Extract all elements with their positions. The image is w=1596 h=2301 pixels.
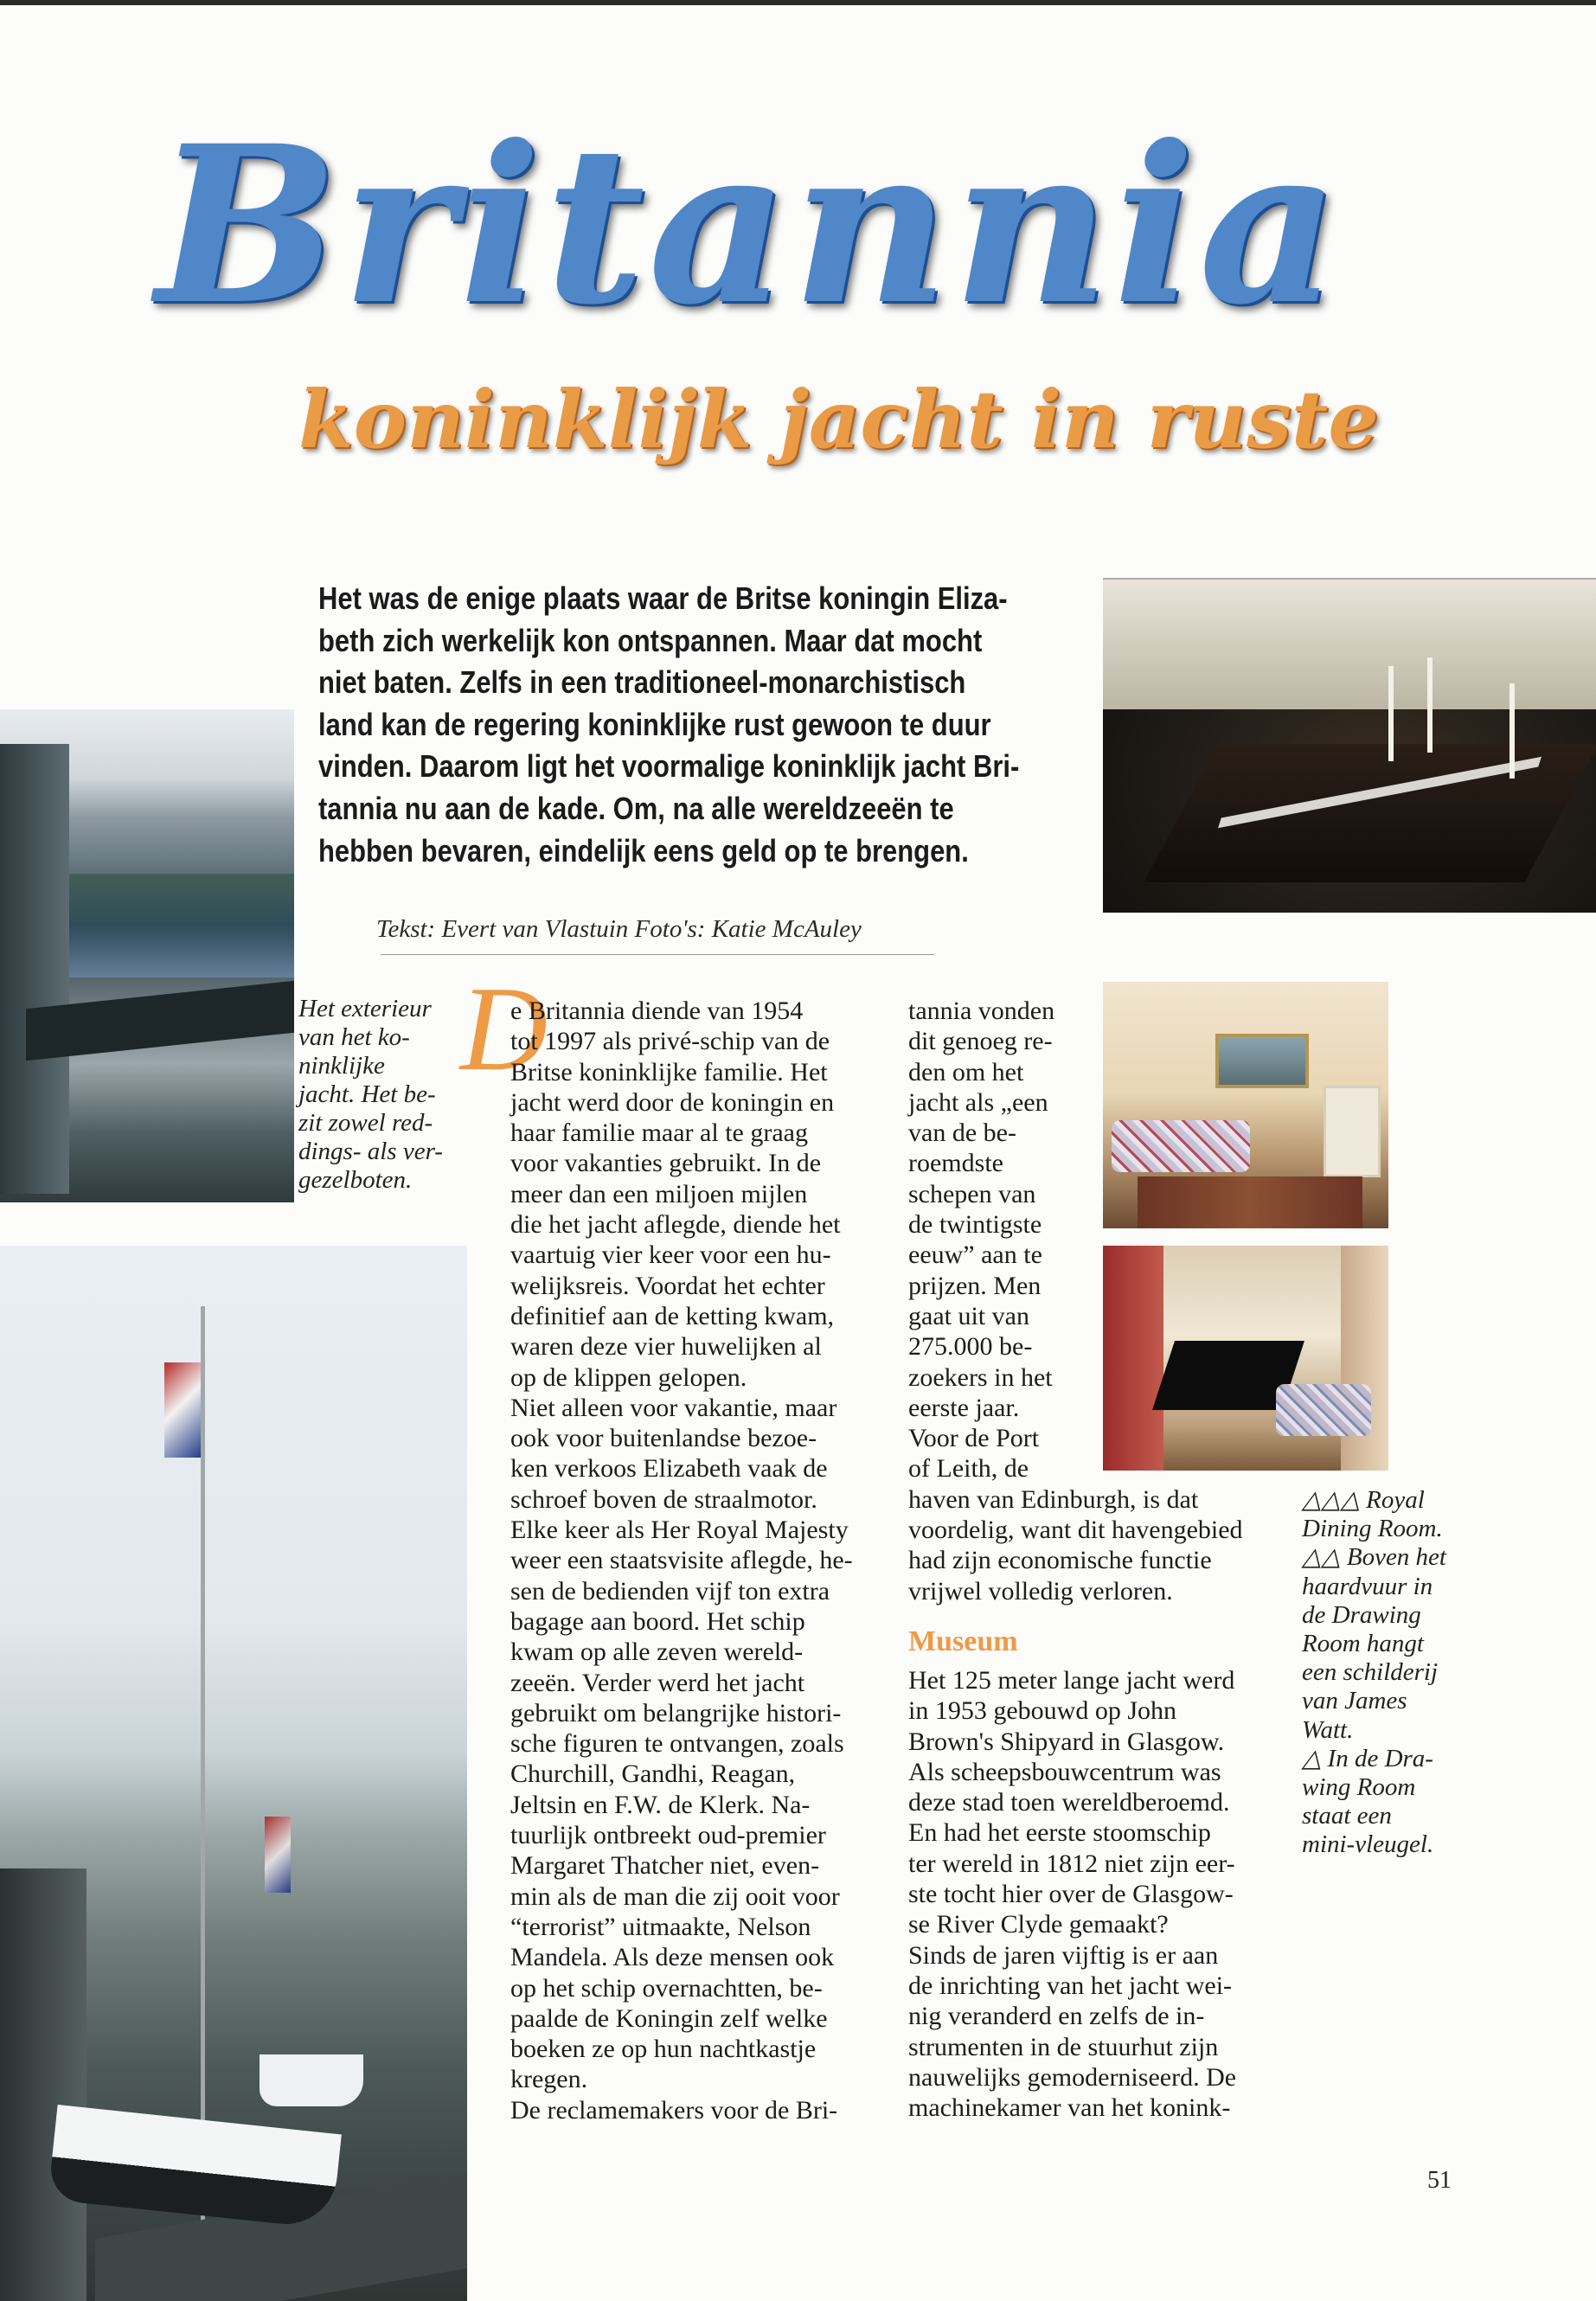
body-line: zeeën. Verder werd het jacht	[510, 1668, 805, 1697]
body-line: vrijwel volledig verloren.	[908, 1576, 1173, 1606]
body-line: strumenten in de stuurhut zijn	[908, 2032, 1219, 2061]
intro-line: niet baten. Zelfs in een traditioneel-monarchistisch	[318, 664, 966, 701]
caption-line: de Drawing	[1302, 1600, 1421, 1629]
caption-line: Het exterieur	[298, 995, 432, 1022]
body-line: kregen.	[510, 2065, 588, 2094]
body-line: definitief aan de ketting kwam,	[510, 1301, 835, 1330]
body-line: jacht werd door de koningin en	[510, 1087, 835, 1117]
body-line: Sinds de jaren vijftig is er aan	[908, 1940, 1219, 1970]
intro-line: hebben bevaren, eindelijk eens geld op te brengen.	[318, 832, 969, 868]
body-line: Voor de Port	[908, 1424, 1040, 1453]
body-line: welijksreis. Voordat het echter	[510, 1271, 825, 1300]
body-line: meer dan een miljoen mijlen	[510, 1179, 808, 1208]
body-line: ste tocht hier over de Glasgow-	[908, 1880, 1234, 1909]
top-rule	[0, 0, 1596, 5]
body-line: op de klippen gelopen.	[510, 1362, 747, 1392]
body-line: eerste jaar.	[908, 1393, 1020, 1422]
caption-line: van het ko-	[298, 1023, 410, 1051]
body-line: Niet alleen voor vakantie, maar	[510, 1393, 837, 1422]
page-subtitle: koninklijk jacht in ruste	[298, 373, 1379, 466]
body-line: min als de man die zij ooit voor	[510, 1881, 840, 1911]
caption-line: van James	[1302, 1687, 1407, 1715]
body-line: prijzen. Men	[908, 1271, 1042, 1300]
body-line: of Leith, de	[908, 1454, 1029, 1484]
body-line: tannia vonden	[908, 997, 1055, 1025]
drop-cap: D	[460, 962, 548, 1096]
body-line: eeuw” aan te	[908, 1240, 1042, 1270]
body-line: voordelig, want dit havengebied	[908, 1516, 1243, 1545]
caption-line: Room hangt	[1302, 1630, 1424, 1658]
caption-line: haardvuur in	[1302, 1572, 1433, 1600]
caption-line: mini-vleugel.	[1302, 1830, 1434, 1859]
caption-line: een schilderij	[1302, 1658, 1439, 1687]
photo-royal-dining-room	[1103, 578, 1596, 913]
caption-line: △△△ Royal	[1302, 1486, 1425, 1514]
body-line: Het 125 meter lange jacht werd	[908, 1666, 1235, 1695]
body-line: had zijn economische functie	[908, 1546, 1212, 1575]
caption-line: jacht. Het be-	[298, 1080, 436, 1108]
caption-line: staat een	[1302, 1802, 1392, 1830]
photo-drawing-room-piano	[1103, 1246, 1388, 1471]
body-line: nauwelijks gemoderniseerd. De	[908, 2062, 1237, 2092]
body-line: Als scheepsbouwcentrum was	[908, 1757, 1221, 1786]
body-line: roemdste	[908, 1149, 1003, 1178]
body-line: Margaret Thatcher niet, even-	[510, 1851, 820, 1881]
intro-paragraph	[318, 578, 1062, 872]
caption-exterior	[298, 995, 471, 1195]
body-line: gebruikt om belangrijke histori-	[510, 1698, 842, 1727]
body-line: haven van Edinburgh, is dat	[908, 1484, 1199, 1514]
body-line: Brown's Shipyard in Glasgow.	[908, 1727, 1225, 1756]
caption-line: ninklijke	[298, 1052, 385, 1080]
body-line: jacht als „een	[908, 1087, 1048, 1117]
body-line: die het jacht aflegde, diende het	[510, 1210, 841, 1240]
body-line: op het schip overnachtten, be-	[510, 1973, 823, 2003]
body-line: waren deze vier huwelijken al	[510, 1332, 822, 1362]
body-line: e Britannia diende van 1954	[510, 997, 804, 1025]
intro-line: Het was de enige plaats waar de Britse koningin Eliza-	[318, 580, 1008, 616]
caption-line: zit zowel red-	[298, 1109, 433, 1137]
body-line: 275.000 be-	[908, 1332, 1033, 1362]
body-line: den om het	[908, 1057, 1024, 1086]
caption-line: wing Room	[1302, 1773, 1416, 1802]
intro-line: tannia nu aan de kade. Om, na alle wereldzeeën te	[318, 790, 954, 826]
body-line: deze stad toen wereldberoemd.	[908, 1788, 1230, 1817]
body-line: Churchill, Gandhi, Reagan,	[510, 1759, 796, 1789]
body-line: bagage aan boord. Het schip	[510, 1606, 805, 1636]
author-credit: Tekst: Evert van Vlastuin Foto's: Katie McAuley	[376, 915, 862, 943]
body-line: gaat uit van	[908, 1301, 1029, 1330]
body-line: schroef boven de straalmotor.	[510, 1484, 817, 1514]
body-line: ook voor buitenlandse bezoe-	[510, 1424, 817, 1453]
body-line: sche figuren te ontvangen, zoals	[510, 1729, 844, 1759]
body-column-1	[510, 996, 882, 2125]
body-line: paalde de Koningin zelf welke	[510, 2003, 828, 2033]
credit-rule	[381, 954, 934, 955]
body-line: voor vakanties gebruikt. In de	[510, 1149, 822, 1178]
body-line: Elke keer als Her Royal Majesty	[510, 1516, 849, 1545]
body-line: tot 1997 als privé-schip van de	[510, 1027, 830, 1056]
photo-drawing-room	[1103, 982, 1388, 1228]
body-line: En had het eerste stoomschip	[908, 1818, 1211, 1848]
body-line: van de be-	[908, 1118, 1016, 1148]
body-line: schepen van	[908, 1179, 1036, 1208]
body-line: kwam op alle zeven wereld-	[510, 1638, 804, 1667]
intro-line: vinden. Daarom ligt het voormalige koninklijk jacht Bri-	[318, 748, 1020, 785]
body-line: dit genoeg re-	[908, 1027, 1053, 1056]
caption-line: gezelboten.	[298, 1166, 413, 1194]
caption-line: Dining Room.	[1302, 1515, 1443, 1543]
body-line: ken verkoos Elizabeth vaak de	[510, 1454, 828, 1484]
page-number: 51	[1427, 2167, 1452, 2194]
body-line: Jeltsin en F.W. de Klerk. Na-	[510, 1790, 811, 1819]
body-column-2-bottom	[908, 1665, 1272, 2123]
body-line: se River Clyde gemaakt?	[908, 1910, 1169, 1939]
body-line: de inrichting van het jacht wei-	[908, 1971, 1233, 2000]
body-line: haar familie maar al te graag	[510, 1118, 808, 1148]
photo-exterior-upper	[0, 709, 294, 1202]
body-line: sen de bedienden vijf ton extra	[510, 1576, 830, 1606]
caption-interiors	[1302, 1486, 1475, 1860]
caption-line: dings- als ver-	[298, 1138, 443, 1165]
intro-line: land kan de regering koninklijke rust gewoon te duur	[318, 706, 991, 742]
body-line: weer een staatsvisite aflegde, he-	[510, 1546, 853, 1575]
body-line: De reclamemakers voor de Bri-	[510, 2095, 838, 2125]
body-line: in 1953 gebouwd op John	[908, 1696, 1176, 1726]
body-line: boeken ze op hun nachtkastje	[510, 2035, 817, 2064]
page-title: Britannia	[156, 98, 1343, 352]
body-line: machinekamer van het konink-	[908, 2093, 1231, 2123]
body-line: nig veranderd en zelfs de in-	[908, 2002, 1205, 2031]
body-line: vaartuig vier keer voor een hu-	[510, 1240, 831, 1270]
caption-line: △ In de Dra-	[1302, 1744, 1433, 1772]
intro-line: beth zich werkelijk kon ontspannen. Maar dat mocht	[318, 622, 983, 658]
body-line: Mandela. Als deze mensen ook	[510, 1943, 835, 1972]
caption-line: Watt.	[1302, 1715, 1354, 1744]
body-line: zoekers in het	[908, 1362, 1053, 1392]
body-line: tuurlijk ontbreekt oud-premier	[510, 1821, 826, 1850]
section-heading-museum: Museum	[908, 1625, 1018, 1657]
body-line: “terrorist” uitmaakte, Nelson	[510, 1912, 811, 1941]
photo-exterior-main	[0, 1246, 467, 2301]
body-line: de twintigste	[908, 1210, 1042, 1240]
body-line: Britse koninklijke familie. Het	[510, 1057, 828, 1086]
body-line: ter wereld in 1812 niet zijn eer-	[908, 1849, 1235, 1878]
caption-line: △△ Boven het	[1302, 1543, 1446, 1572]
